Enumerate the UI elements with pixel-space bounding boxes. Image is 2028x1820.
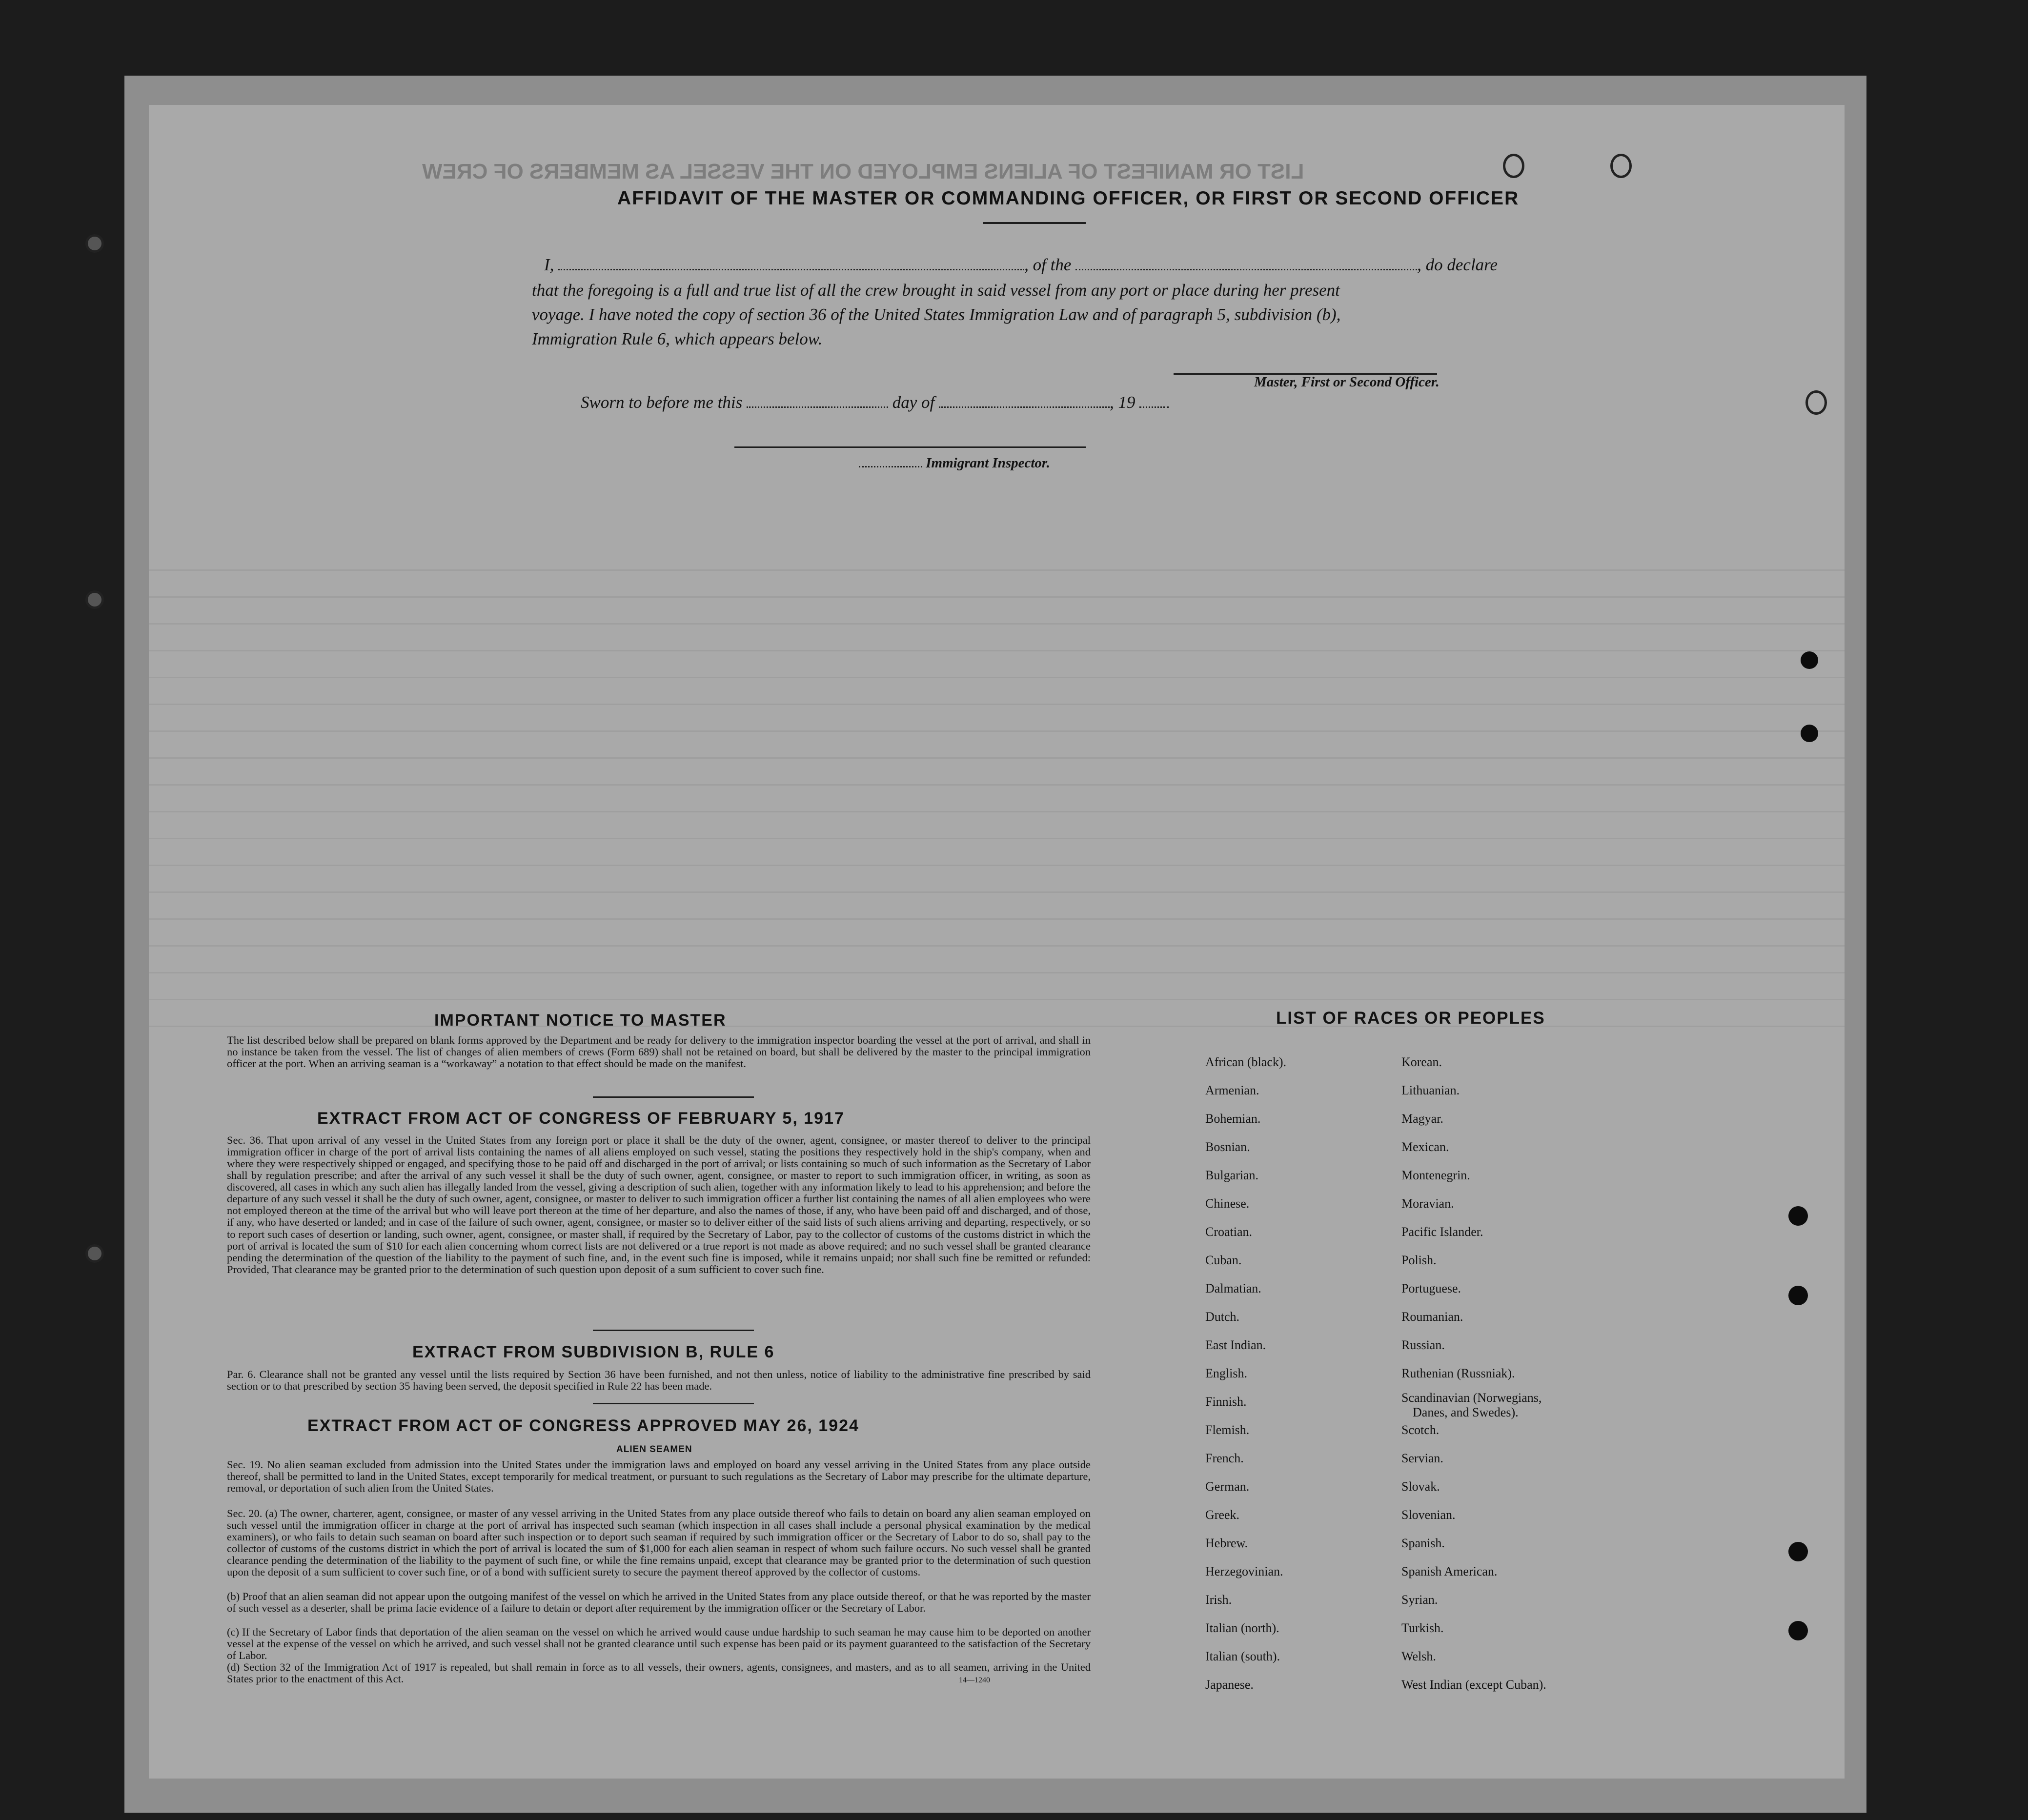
punch-hole — [85, 234, 104, 253]
extract-1924-sec19: Sec. 19. No alien seaman excluded from admission into the United States under the immigration laws and employed on board any vessel arriving in the United States from any place outside thereof, shall be permitted to land in the United States, except temporarily for medical treatment, or pursuant to such regulations as the Secretary of Labor may prescribe for the ultimate departure, removal, or deportation of such alien from the United States. — [227, 1458, 1091, 1495]
race-item: Slovenian. — [1401, 1508, 1456, 1522]
race-item: Scandinavian (Norwegians, — [1401, 1391, 1542, 1405]
extract-1924-sec20c: (c) If the Secretary of Labor finds that deportation of the alien seaman on the vessel on which he arrived would cause undue hardship to such seaman he may cause him to be deported on another vessel at the expense of the vessel on which he arrived, and such vessel shall not be granted clearance until such expense has been paid or its payment guaranteed to the satisfaction of the Secretary of Labor. — [227, 1626, 1091, 1662]
form-number: 14—1240 — [959, 1676, 990, 1684]
sworn-line — [581, 393, 1169, 412]
punch-hole — [1788, 1542, 1808, 1561]
race-item: Spanish. — [1401, 1536, 1445, 1550]
punch-hole — [1788, 1206, 1808, 1226]
race-item: English. — [1205, 1366, 1247, 1380]
affidavit-title-rule — [983, 222, 1086, 224]
extract-1924-sec20b: (b) Proof that an alien seaman did not appear upon the outgoing manifest of the vessel on which he arrived in the United States from any place outside thereof, or that he was reported by the master of such vessel as a deserter, shall be prima facie evidence of a failure to detain or deport after requirement by the immigration officer or the Secretary of Labor. — [227, 1590, 1091, 1615]
affidavit-title: AFFIDAVIT OF THE MASTER OR COMMANDING OFFICER, OR FIRST OR SECOND OFFICER — [617, 188, 1520, 209]
race-item: German. — [1205, 1479, 1250, 1494]
race-item: Lithuanian. — [1401, 1083, 1460, 1097]
race-item: Italian (south). — [1205, 1649, 1280, 1663]
inspector-name-field[interactable] — [859, 466, 922, 467]
race-item: Moravian. — [1401, 1196, 1454, 1211]
race-item: Turkish. — [1401, 1621, 1444, 1635]
race-item: Dalmatian. — [1205, 1281, 1261, 1295]
race-item-continuation: Danes, and Swedes). — [1413, 1405, 1519, 1419]
race-item: Dutch. — [1205, 1310, 1240, 1324]
race-item: Scotch. — [1401, 1423, 1440, 1437]
race-item: Hebrew. — [1205, 1536, 1248, 1550]
extract-rule6-rule — [593, 1403, 754, 1404]
extract-1917-body: Sec. 36. That upon arrival of any vessel in the United States from any foreign port or place it shall be the duty of the owner, agent, consignee, or master thereof to deliver to the principal immigration officer in charge of the port of arrival lists containing the names of all aliens employed on such vessel, stating the positions they respectively hold in the ship's company, when and where they were respectively shipped or engaged, and specifying those to be paid off and discharged in the port of arrival; or lists containing so much of such information as the Secretary of Labor shall by regulation prescribe; and after the arrival of any such vessel it shall be the duty of such owner, agent, consignee, or master to report to such immigration officer, in writing, as soon as discovered, all cases in which any such alien has illegally landed from the vessel, giving a description of such alien, together with any information likely to lead to his apprehension; and before the departure of any such vessel it shall be the duty of such owner, agent, consignee, or master to deliver to such immigration officer a further list containing the names of all alien employees who were not employed thereon at the time of the arrival but who will leave port thereon at the time of her departure, and also the names of those, if any, who have been paid off and discharged, and of those, if any, who have deserted or landed; and in case of the failure of such owner, agent, consignee, or master so to deliver either of the said lists of such aliens arriving and departing, respectively, or so to report such cases of desertion or landing, such owner, agent, consignee, or master shall, if required by the Secretary of Labor, pay to the collector of customs of the customs district in which the port of arrival is located the sum of $10 for each alien concerning whom correct lists are not delivered or a true report is not made as above required; and no such vessel shall be granted clearance pending the determination of the question of the liability to the payment of such fine, and, in the event such fine is imposed, while it remains unpaid; nor shall such fine be remitted or refunded: Provided, That clearance may be granted prior to the determination of such question upon deposit of a sum sufficient to cover such fine. — [227, 1134, 1091, 1275]
punch-hole — [1610, 154, 1632, 178]
race-item: Greek. — [1205, 1508, 1240, 1522]
extract-1924-sec20d: (d) Section 32 of the Immigration Act of 1917 is repealed, but shall remain in force as to all vessels, their owners, agents, consignees, and masters, and as to all seamen, arriving in the United States prior to the enactment of this Act. — [227, 1661, 1091, 1685]
race-item: Armenian. — [1205, 1083, 1259, 1097]
race-item: Japanese. — [1205, 1678, 1254, 1692]
affidavit-i: I, — [544, 255, 554, 274]
sworn-day-of: day of — [892, 393, 935, 412]
affidavit-line-3: voyage. I have noted the copy of section 36 of the United States Immigration Law and of paragraph 5, subdivision (b), — [532, 305, 1341, 324]
race-item: West Indian (except Cuban). — [1401, 1678, 1546, 1692]
race-item: Magyar. — [1401, 1112, 1443, 1126]
punch-hole — [1788, 1286, 1808, 1305]
master-signature-label: Master, First or Second Officer. — [1254, 374, 1440, 390]
race-item: Ruthenian (Russniak). — [1401, 1366, 1515, 1380]
notice-body: The list described below shall be prepared on blank forms approved by the Department and be ready for delivery to the immigration inspector boarding the vessel at the port of arrival, and shall in no instance be taken from the vessel. The list of changes of alien members of crews (Form 689) shall not be retained on board, but shall be delivered by the master to the principal immigration officer at the port. When an arriving seaman is a “workaway” a notation to that effect should be made on the manifest. — [227, 1034, 1091, 1070]
race-item: Servian. — [1401, 1451, 1443, 1465]
race-item: French. — [1205, 1451, 1244, 1465]
extract-1917-rule — [593, 1330, 754, 1331]
race-item: East Indian. — [1205, 1338, 1266, 1352]
punch-hole — [1801, 725, 1818, 742]
punch-hole — [1503, 154, 1524, 178]
race-item: Mexican. — [1401, 1140, 1449, 1154]
race-item: Herzegovinian. — [1205, 1564, 1283, 1578]
races-title: LIST OF RACES OR PEOPLES — [1276, 1009, 1545, 1028]
inspector-signature-line[interactable] — [734, 446, 1086, 448]
race-item: Cuban. — [1205, 1253, 1242, 1267]
master-name-field[interactable] — [558, 269, 1024, 270]
race-item: Slovak. — [1401, 1479, 1440, 1494]
notice-title: IMPORTANT NOTICE TO MASTER — [434, 1011, 727, 1030]
punch-hole — [1788, 1621, 1808, 1640]
sworn-year-field[interactable] — [1139, 406, 1169, 408]
race-item: Italian (north). — [1205, 1621, 1279, 1635]
extract-1917-title: EXTRACT FROM ACT OF CONGRESS OF FEBRUARY 5, 1917 — [317, 1109, 845, 1128]
affidavit-line-4: Immigration Rule 6, which appears below. — [532, 329, 823, 348]
sworn-day-field[interactable] — [747, 406, 888, 408]
extract-rule6-body: Par. 6. Clearance shall not be granted any vessel until the lists required by Section 36 have been furnished, and not then unless, notice of liability to the administrative fine prescribed by said section or to that prescribed by section 35 having been served, the deposit specified in Rule 22 has been made. — [227, 1368, 1091, 1393]
punch-hole — [85, 590, 104, 609]
race-item: Irish. — [1205, 1593, 1232, 1607]
race-item: Portuguese. — [1401, 1281, 1461, 1295]
race-item: Russian. — [1401, 1338, 1445, 1352]
race-item: Montenegrin. — [1401, 1168, 1470, 1182]
vessel-name-field[interactable] — [1075, 269, 1417, 270]
affidavit-do-declare: , do declare — [1417, 255, 1498, 274]
race-item: Welsh. — [1401, 1649, 1436, 1663]
race-item: Flemish. — [1205, 1423, 1250, 1437]
affidavit-line-1 — [544, 255, 1498, 275]
affidavit-line-2: that the foregoing is a full and true list of all the crew brought in said vessel from any port or place during her present — [532, 281, 1340, 300]
extract-1924-subtitle: ALIEN SEAMEN — [616, 1444, 692, 1455]
race-item: Syrian. — [1401, 1593, 1438, 1607]
bleed-through-heading: LIST OR MANIFEST OF ALIENS EMPLOYED ON THE VESSEL AS MEMBERS OF CREW — [422, 160, 1304, 183]
punch-hole — [1801, 651, 1818, 669]
bleed-through-lines — [149, 544, 1845, 1032]
inspector-signature-label — [859, 455, 1050, 471]
sworn-month-field[interactable] — [939, 406, 1110, 408]
manifest-page — [149, 105, 1845, 1779]
extract-rule6-title: EXTRACT FROM SUBDIVISION B, RULE 6 — [412, 1343, 775, 1361]
punch-hole — [1805, 390, 1827, 415]
race-item: Pacific Islander. — [1401, 1225, 1483, 1239]
race-item: Finnish. — [1205, 1395, 1247, 1409]
race-item: Spanish American. — [1401, 1564, 1498, 1578]
race-item: Bohemian. — [1205, 1112, 1261, 1126]
race-item: Roumanian. — [1401, 1310, 1463, 1324]
punch-hole — [85, 1244, 104, 1263]
extract-1924-title: EXTRACT FROM ACT OF CONGRESS APPROVED MAY 26, 1924 — [307, 1416, 859, 1435]
sworn-text: Sworn to before me this — [581, 393, 743, 412]
extract-1924-sec20a: Sec. 20. (a) The owner, charterer, agent, consignee, or master of any vessel arriving in the United States from any place outside thereof who fails to detain on board any alien seaman employed on such vessel until the immigration officer in charge at the port of arrival has inspected such seaman (which inspection in all cases shall include a personal physical examination by the medical examiners), or who fails to detain such seaman on board after such inspection or to deport such seaman if required by such immigration officer or the Secretary of Labor to do so, shall pay to the collector of customs of the customs district in which the port of arrival is located the sum of $1,000 for each alien seaman in respect of whom such failure occurs. No such vessel shall be granted clearance pending the determination of the liability to the payment of such fine, or while the fine remains unpaid, except that clearance may be granted prior to the determination of such question upon the deposit of a sum sufficient to cover such fine, or of a bond with sufficient surety to secure the payment thereof approved by the collector of customs. — [227, 1507, 1091, 1578]
race-item: Korean. — [1401, 1055, 1442, 1069]
inspector-label-text: Immigrant Inspector. — [926, 455, 1050, 471]
affidavit-of-the: , of the — [1024, 255, 1072, 274]
race-item: Polish. — [1401, 1253, 1437, 1267]
notice-rule — [593, 1096, 754, 1098]
race-item: African (black). — [1205, 1055, 1287, 1069]
race-item: Chinese. — [1205, 1196, 1250, 1211]
race-item: Bulgarian. — [1205, 1168, 1259, 1182]
race-item: Croatian. — [1205, 1225, 1253, 1239]
race-item: Bosnian. — [1205, 1140, 1250, 1154]
sworn-year-prefix: , 19 — [1109, 393, 1136, 412]
